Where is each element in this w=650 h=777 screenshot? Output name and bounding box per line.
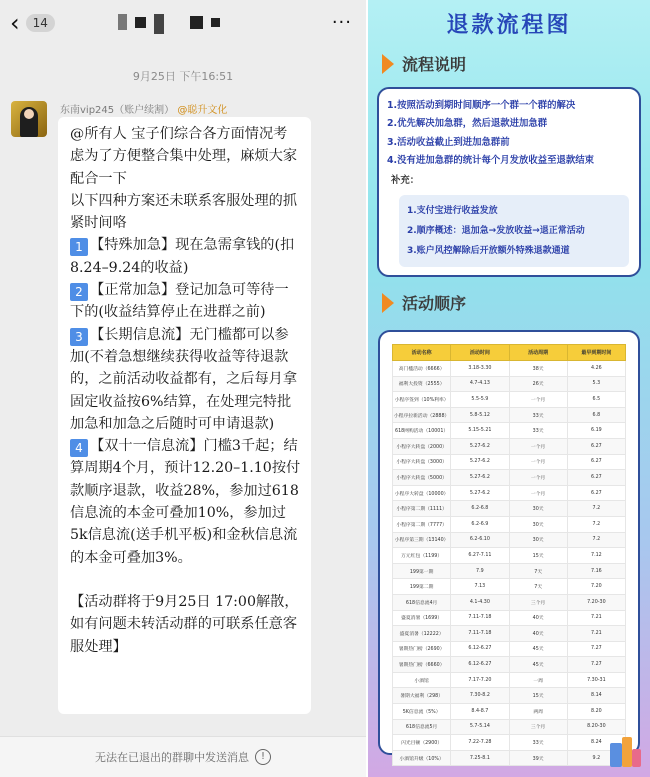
table-row: [393, 563, 626, 579]
table-cell: 小酒馆: [393, 672, 451, 688]
table-cell: 5.15-5.21: [451, 423, 509, 439]
table-cell: 7天: [509, 563, 567, 579]
table-cell: 6.12-6.27: [451, 657, 509, 673]
message-item-3: [70, 324, 301, 435]
keycap-2-icon: 2: [70, 283, 88, 301]
table-row: [393, 423, 626, 439]
message-bubble[interactable]: [58, 117, 311, 714]
table-row: [393, 610, 626, 626]
table-cell: 小程序签到（10%利率）: [393, 392, 451, 408]
table-cell: 39天: [509, 750, 567, 766]
table-cell: 7.11-7.18: [451, 610, 509, 626]
table-cell: 6.8: [567, 407, 625, 423]
table-row: [393, 657, 626, 673]
table-cell: 45天: [509, 641, 567, 657]
message-item-2: [70, 279, 301, 324]
section-header-activity-order: [382, 291, 466, 314]
table-cell: 6.27: [567, 485, 625, 501]
table-row: [393, 688, 626, 704]
table-row: [393, 532, 626, 548]
table-cell: 7.30-31: [567, 672, 625, 688]
disabled-notice: 无法在已退出的群聊中发送消息: [95, 751, 249, 764]
table-cell: 7.13: [451, 579, 509, 595]
table-cell: 7.27: [567, 641, 625, 657]
process-step: 2.优先解决加急群，然后退款进加急群: [387, 118, 548, 130]
table-cell: 33天: [509, 407, 567, 423]
input-disabled-bar: [0, 736, 366, 777]
table-row: [393, 438, 626, 454]
table-cell: 6.19: [567, 423, 625, 439]
table-cell: 6.12-6.27: [451, 641, 509, 657]
table-cell: 暑期热门榜（6660）: [393, 657, 451, 673]
table-cell: 小程序拉新活动（2888）: [393, 407, 451, 423]
table-cell: 盛夏消暑（1699）: [393, 610, 451, 626]
table-cell: 三个月: [509, 719, 567, 735]
activity-table: [392, 344, 626, 766]
table-cell: 5.8-5.12: [451, 407, 509, 423]
message-item-4: [70, 435, 301, 569]
table-cell: 一个月: [509, 485, 567, 501]
table-cell: 7.22-7.28: [451, 735, 509, 751]
message-item-text: 【特殊加急】现在急需拿钱的(扣8.24–9.24的收益): [70, 237, 295, 276]
table-row: [393, 454, 626, 470]
more-options-icon[interactable]: ···: [331, 12, 352, 33]
table-cell: 6.2-6.9: [451, 516, 509, 532]
table-cell: 8.4-8.7: [451, 704, 509, 720]
table-cell: 7.17-7.20: [451, 672, 509, 688]
redaction-block: [135, 17, 146, 28]
table-header-cell: 活动时间: [451, 345, 509, 361]
table-cell: 一个月: [509, 454, 567, 470]
table-row: [393, 376, 626, 392]
table-cell: 3.18-3.30: [451, 361, 509, 377]
building-decoration-icon: [608, 735, 642, 769]
table-row: [393, 594, 626, 610]
table-cell: 6.27: [567, 470, 625, 486]
table-cell: 7.25-8.1: [451, 750, 509, 766]
table-cell: 5.27-6.2: [451, 470, 509, 486]
redaction-block: [118, 14, 127, 30]
redaction-block: [190, 16, 203, 29]
triangle-arrow-icon: [382, 293, 394, 313]
message-line: @所有人 宝子们综合各方面情况考虑为了方便整合集中处理，麻烦大家配合一下: [70, 126, 298, 187]
table-cell: 30天: [509, 501, 567, 517]
table-cell: 15天: [509, 688, 567, 704]
table-cell: 8.20-30: [567, 719, 625, 735]
table-cell: 33天: [509, 423, 567, 439]
process-step: 4.没有进加急群的统计每个月发放收益至退款结束: [387, 155, 594, 167]
message-item-text: 【正常加急】登记加急可等待一下的(收益结算停止在进群之前): [70, 282, 289, 321]
message-item-1: [70, 234, 301, 279]
table-cell: 一个月: [509, 392, 567, 408]
activity-table-card: [378, 330, 640, 762]
message-item-text: 【长期信息流】无门槛都可以参加(不着急想继续获得收益等待退款的，之前活动收益都有，之后每月拿固定收益按6%结算，在处理完特批加急和加急之后随时可申请退款): [70, 326, 298, 432]
table-body: [393, 361, 626, 766]
table-cell: 7.20: [567, 579, 625, 595]
section-header-process: [382, 52, 466, 75]
table-header-cell: 最早到期时间: [567, 345, 625, 361]
table-cell: 618信息流4月: [393, 594, 451, 610]
table-cell: 9.2: [567, 750, 625, 766]
sender-org-tag: @聪升文化: [177, 105, 228, 116]
process-box: [377, 87, 641, 277]
table-cell: 6.5: [567, 392, 625, 408]
supplement-box: [399, 195, 629, 267]
table-cell: 4.7-4.13: [451, 376, 509, 392]
table-cell: 小程序大转盘（5000）: [393, 470, 451, 486]
section-title: 活动顺序: [402, 294, 467, 313]
keycap-3-icon: 3: [70, 328, 88, 346]
table-cell: 5.5-5.9: [451, 392, 509, 408]
table-cell: 5.7-5.14: [451, 719, 509, 735]
table-cell: 40天: [509, 626, 567, 642]
process-step: 1.按照活动到期时间顺序一个群一个群的解决: [387, 100, 576, 111]
table-row: [393, 641, 626, 657]
table-cell: 45天: [509, 657, 567, 673]
table-cell: 暑期大福利（298）: [393, 688, 451, 704]
info-icon[interactable]: !: [255, 749, 271, 765]
table-cell: 40天: [509, 610, 567, 626]
table-row: [393, 548, 626, 564]
table-cell: 7.21: [567, 626, 625, 642]
table-cell: 4.1-4.30: [451, 594, 509, 610]
table-cell: 7.2: [567, 501, 625, 517]
redaction-block: [154, 14, 164, 34]
message-item-text: 【双十一信息流】门槛3千起；结算周期4个月，预计12.20–1.10按付款顺序退款，收益28%，参加过618信息流的本金可叠加10%，参加过5k信息流(送手机平板)和金秋信息流的本金可叠加3%。: [70, 438, 301, 566]
table-cell: 7.27: [567, 657, 625, 673]
table-cell: 30天: [509, 532, 567, 548]
table-cell: 38天: [509, 361, 567, 377]
table-cell: 8.20: [567, 704, 625, 720]
supplement-label: 补充：: [391, 174, 420, 186]
table-cell: 两周: [509, 704, 567, 720]
refund-flow-poster: [368, 0, 650, 777]
table-cell: 三个月: [509, 594, 567, 610]
table-cell: 暑期热门榜（2690）: [393, 641, 451, 657]
section-title: 流程说明: [402, 55, 467, 74]
table-cell: 618网购活动（10001）: [393, 423, 451, 439]
table-cell: 一周: [509, 672, 567, 688]
table-cell: 小程序第二期（7777）: [393, 516, 451, 532]
keycap-1-icon: 1: [70, 238, 88, 256]
table-cell: 小程序大转盘（3000）: [393, 454, 451, 470]
table-cell: 7.20-30: [567, 594, 625, 610]
table-row: [393, 361, 626, 377]
back-button[interactable]: [10, 9, 60, 37]
table-cell: 小酒馆升级（10%）: [393, 750, 451, 766]
sender-name: [60, 101, 227, 116]
chat-header: [0, 0, 366, 46]
table-cell: 15天: [509, 548, 567, 564]
table-cell: 6.2-6.8: [451, 501, 509, 517]
table-cell: 6.27: [567, 454, 625, 470]
redaction-block: [211, 18, 220, 27]
table-cell: 万元红包（1199）: [393, 548, 451, 564]
table-cell: 7.21: [567, 610, 625, 626]
table-cell: 小程序大转盘（10000）: [393, 485, 451, 501]
table-cell: 7天: [509, 579, 567, 595]
table-row: [393, 392, 626, 408]
table-cell: 闪光目额（2900）: [393, 735, 451, 751]
table-cell: 7.16: [567, 563, 625, 579]
chevron-left-icon: ‹: [10, 9, 20, 37]
table-cell: 高门槛活动（6666）: [393, 361, 451, 377]
table-cell: 7.2: [567, 516, 625, 532]
table-row: [393, 750, 626, 766]
supplement-item: 2.顺序概述：退加急→发放收益→退正常活动: [407, 225, 585, 236]
table-cell: 6.27-7.11: [451, 548, 509, 564]
message-timestamp: 9月25日 下午16:51: [132, 70, 234, 83]
table-cell: 小程序第二期（1111）: [393, 501, 451, 517]
table-cell: 7.2: [567, 532, 625, 548]
table-row: [393, 516, 626, 532]
keycap-4-icon: 4: [70, 439, 88, 457]
chat-title-redacted: [118, 14, 220, 34]
table-cell: 一个月: [509, 470, 567, 486]
supplement-item: 3.账户风控解除后开放额外特殊退款通道: [407, 245, 570, 256]
table-header-row: [393, 345, 626, 361]
table-cell: 5.3: [567, 376, 625, 392]
table-row: [393, 579, 626, 595]
table-cell: 6.2-6.10: [451, 532, 509, 548]
supplement-item: 1.支付宝进行收益发放: [407, 205, 498, 216]
table-cell: 小程序第三期（13140）: [393, 532, 451, 548]
avatar[interactable]: [11, 101, 47, 137]
message-closing: 【活动群将于9月25日 17:00解散，如有问题未转活动群的可联系任意客服处理】: [70, 593, 299, 655]
triangle-arrow-icon: [382, 54, 394, 74]
table-cell: 7.30-8.2: [451, 688, 509, 704]
avatar-face: [24, 109, 34, 119]
table-cell: 福利大投资（2555）: [393, 376, 451, 392]
table-header-cell: 活动周期: [509, 345, 567, 361]
table-cell: 7.9: [451, 563, 509, 579]
table-row: [393, 470, 626, 486]
sender-nickname: 东南vip245（账户续割）: [60, 105, 175, 116]
table-cell: 5K信息流（5%）: [393, 704, 451, 720]
table-cell: 4.26: [567, 361, 625, 377]
table-row: [393, 485, 626, 501]
table-cell: 7.11-7.18: [451, 626, 509, 642]
table-row: [393, 704, 626, 720]
table-cell: 7.12: [567, 548, 625, 564]
table-cell: 5.27-6.2: [451, 485, 509, 501]
table-row: [393, 672, 626, 688]
table-cell: 5.27-6.2: [451, 454, 509, 470]
table-row: [393, 735, 626, 751]
table-cell: 26天: [509, 376, 567, 392]
table-cell: 盛夏消暑（12222）: [393, 626, 451, 642]
table-row: [393, 626, 626, 642]
table-cell: 33天: [509, 735, 567, 751]
table-row: [393, 719, 626, 735]
table-row: [393, 407, 626, 423]
table-row: [393, 501, 626, 517]
table-cell: 8.14: [567, 688, 625, 704]
table-cell: 199第二期: [393, 579, 451, 595]
table-cell: 一个月: [509, 438, 567, 454]
table-cell: 5.27-6.2: [451, 438, 509, 454]
table-cell: 小程序大转盘（2000）: [393, 438, 451, 454]
table-cell: 199第一期: [393, 563, 451, 579]
table-cell: 618信息流5月: [393, 719, 451, 735]
process-step: 3.活动收益截止到进加急群前: [387, 136, 510, 148]
unread-badge: 14: [26, 14, 55, 32]
table-header-cell: 活动名称: [393, 345, 451, 361]
table-cell: 6.27: [567, 438, 625, 454]
poster-title: 退款流程图: [446, 13, 572, 38]
message-line: 以下四种方案还未联系客服处理的抓紧时间咯: [70, 192, 298, 232]
table-cell: 30天: [509, 516, 567, 532]
table-cell: 8.24: [567, 735, 625, 751]
